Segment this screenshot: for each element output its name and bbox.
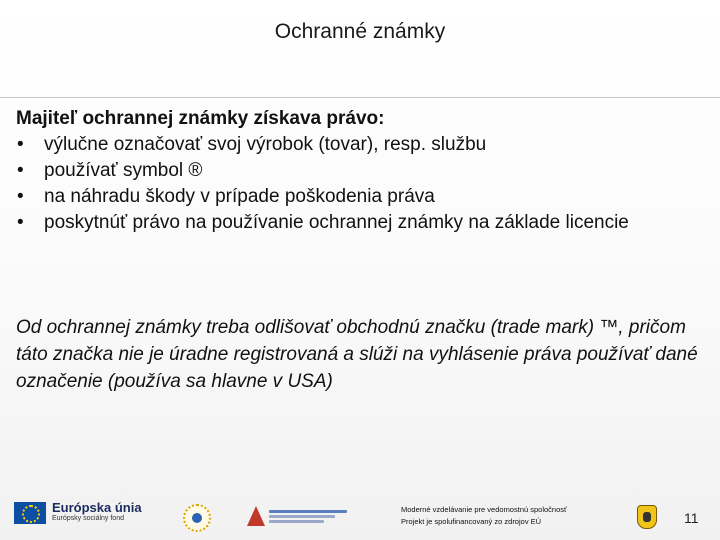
slide-body xyxy=(16,106,706,236)
rights-heading: Majiteľ ochrannej známky získava právo: xyxy=(16,108,385,129)
partner-logo-icon xyxy=(183,504,211,532)
eu-title: Európska únia xyxy=(52,500,142,515)
list-item xyxy=(16,132,706,158)
list-item-text: poskytnúť právo na používanie ochrannej známky na základe licencie xyxy=(44,212,629,233)
page-number: 11 xyxy=(684,510,699,526)
list-item-text: výlučne označovať svoj výrobok (tovar), resp. službu xyxy=(44,134,487,155)
bullet-icon: • xyxy=(17,212,24,233)
list-item xyxy=(16,184,706,210)
slide-footer xyxy=(0,496,720,540)
trade-mark-note: Od ochrannej známky treba odlišovať obchodnú značku (trade mark) ™, pričom táto značka nie je úradne registrovaná a slúži na vyhlásenie práva používať dané označenie (používa sa hlavne v USA) xyxy=(16,317,698,392)
list-item-text: na náhradu škody v prípade poškodenia práva xyxy=(44,186,435,207)
rights-list xyxy=(16,132,706,236)
list-item-text: používať symbol ® xyxy=(44,160,203,181)
agency-logo-icon xyxy=(247,503,347,529)
eu-subtitle: Európsky sociálny fond xyxy=(52,515,124,522)
project-info-line2: Projekt je spolufinancovaný zo zdrojov EÚ xyxy=(401,517,542,526)
list-item xyxy=(16,158,706,184)
project-info xyxy=(401,504,567,528)
bullet-icon: • xyxy=(17,134,24,155)
title-divider xyxy=(0,97,720,98)
eu-flag-icon xyxy=(14,502,46,524)
bullet-icon: • xyxy=(17,160,24,181)
crest-logo-icon xyxy=(637,505,657,529)
project-info-line1: Moderné vzdelávanie pre vedomostnú spoločnosť xyxy=(401,505,567,514)
list-item xyxy=(16,210,706,236)
slide-title: Ochranné známky xyxy=(274,20,446,43)
bullet-icon: • xyxy=(17,186,24,207)
eu-logo xyxy=(14,502,142,524)
